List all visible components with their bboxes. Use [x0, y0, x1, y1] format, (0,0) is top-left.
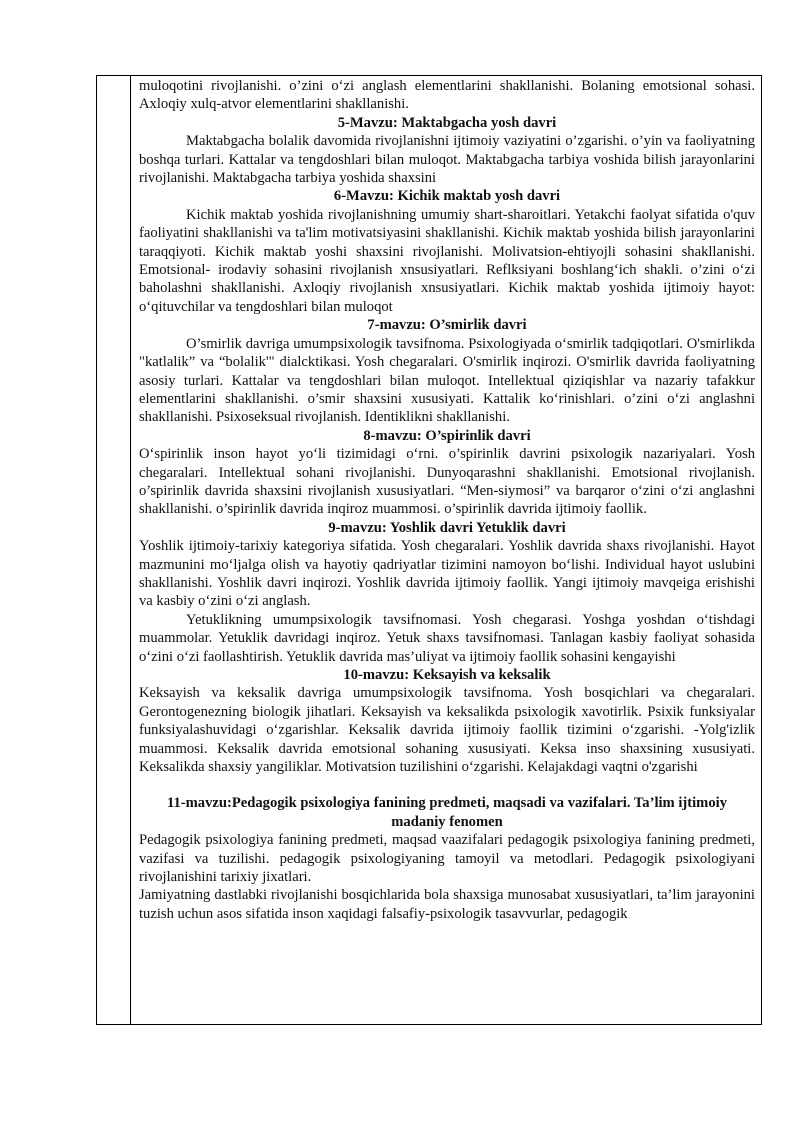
topic-11-title: 11-mavzu:Pedagogik psixologiya fanining predmeti, maqsadi va vazifalari. Ta’lim ijtimoiy madaniy fenomen	[167, 795, 727, 830]
topic-7-title: 7-mavzu: O’smirlik davri	[367, 317, 527, 334]
topic-7-text: O’smirlik davriga umumpsixologik tavsifnoma. Psixologiyada o‘smirlik tadqiqotlari. O'smirlikda "katlalik” va “bolalik'" dialcktikasi. Yosh chegaralari. O'smirlik inqirozi. O'smirlik davrida faoliyatning asosiy turlari. Kattalar va tengdoshlari bilan muloqot. Intellektual qiziqishlar va nazariy tafakkur elementlarini shakllanishi. o’smir shaxsini xususiyati. Kattalik ko‘rinishlari. o’zini o‘zi anglashni shakllanishi. Psixoseksual rivojlanish. Identiklikni shakllanishi.	[139, 335, 755, 426]
topic-5-text: Maktabgacha bolalik davomida rivojlanishni ijtimoiy vaziyatini o’zgarishi. o’yin va faoliyatning boshqa turlari. Kattalar va tengdoshlari bilan muloqot. Maktabgacha tarbiya voshida bilish jarayonlarini rivojlanishi. Maktabgacha tarbiya yoshida shaxsini	[139, 133, 755, 187]
topic-5-title: 5-Mavzu: Maktabgacha yosh davri	[337, 114, 557, 131]
topic-6-text: Kichik maktab yoshida rivojlanishning umumiy shart-sharoitlari. Yetakchi faolyat sifatida o'quv faoliyatini shakllanishi va ta'lim motivatsiyasini shakllanishi. Kichik maktab yoshida bilish jarayonlarini taraqqiyoti. Kichik maktab yoshi shaxsini rivojlanishi. Molivatsion-ehtiyojli sohasini shakllanishi. Emotsional- irodaviy sohasini rivojlanish xnsusiyatlari. Reflksiyani boshlang‘ich shakli. o’zini o‘zi baholashni shakllanishi. Axloqiy rivojlanish xnsusiyatlari. Kichik maktab yoshida ijtimoiy hayot: o‘qituvchilar va tengdoshlari bilan muloqot	[139, 206, 755, 315]
topic-11-text-1: Pedagogik psixologiya fanining predmeti, maqsad vaazifalari pedagogik psixologiya fanining predmeti, vazifasi va tuzilishi. pedagogik psixologiyaning tamoyil va metodlari. Pedagogik psixologiyani rivojlanishini tarixiy jixatlari.	[139, 832, 755, 886]
topic-11-text-2: Jamiyatning dastlabki rivojlanishi bosqichlarida bola shaxsiga munosabat xususiyatlari, ta’lim jarayonini tuzish uchun asos sifatida inson xaqidagi falsafiy-psixologik tasavvurlar, pedagogik	[139, 887, 755, 922]
topic-9-text-youth: Yoshlik ijtimoiy-tarixiy kategoriya sifatida. Yosh chegaralari. Yoshlik davrida shaxs rivojlanishi. Hayot mazmunini mo‘ljalga olish va hayotiy qadriyatlar tizimini namoyon bo‘lishi. Individual hayot uslubini shakllanishi. Yoshlik davri inqirozi. Yoshlik davrida ijtimoiy faollik. Yangi ijtimoiy mavqeiga erishishi va kasbiy o‘zini o‘zi anglash.	[139, 538, 755, 610]
topic-6-title: 6-Mavzu: Kichik maktab yosh davri	[333, 188, 561, 205]
topic-8-title: 8-mavzu: O’spirinlik davri	[363, 427, 531, 444]
topic-9-title: 9-mavzu: Yoshlik davri Yetuklik davri	[328, 519, 566, 536]
topic-10-title: 10-mavzu: Keksayish va keksalik	[343, 667, 551, 683]
topic-8-text: O‘spirinlik inson hayot yo‘li tizimidagi o‘rni. o’spirinlik davrini psixologik nazariyalari. Yosh chegaralari. Intellektual sohani rivojlanishi. Dunyoqarashni shakllanishi. Emotsional rivojlanish. o’spirinlik davrida shaxsini rivojlanish xususiyatlari. “Men-siymosi” va barqaror o‘zini o‘zi anglashni shakllanishi. o’spirinlik davrida inqiroz muammosi. o’spirinlik davrida ijtimoiy faollik.	[139, 446, 755, 518]
topic-10-text: Keksayish va keksalik davriga umumpsixologik tavsifnoma. Yosh bosqichlari va chegaralari. Gerontogenezning biologik jihatlari. Keksayish va keksalikda psixologik xavotirlik. Psixik funksiyalar funksiyalashuvidagi o‘zgarishlar. Keksalik davrida ijtimoiy faollik tizimini o‘zgarishi. -Yolg'izlik muammosi. Keksalik davrida emotsional sohaning xususiyati. Keksa inso shaxsining xususiyati. Keksalikda shaxsiy yangiliklar. Motivatsion tuzilishini o‘zgarishi. Kelajakdagi vaqtni o'zgarishi	[139, 685, 755, 776]
topic-9-text-maturity: Yetuklikning umumpsixologik tavsifnomasi. Yosh chegarasi. Yoshga yoshdan o‘tishdagi muammolar. Yetuklik davridagi inqiroz. Yetuk shaxs tavsifnomasi. Tanlagan kasbiy faoliyat sohasida o‘zini o‘zi faollashtirish. Yetuklik davrida mas’uliyat va ijtimoiy faollik sohasini kengayishi	[139, 611, 755, 665]
syllabus-table	[96, 75, 762, 1025]
topics-cell	[139, 77, 755, 923]
table-column-divider	[130, 76, 131, 1024]
continued-paragraph: muloqotini rivojlanishi. o’zini o‘zi anglash elementlarini shakllanishi. Bolaning emotsional sohasi. Axloqiy xulq-atvor elementlarini shakllanishi.	[139, 78, 755, 113]
